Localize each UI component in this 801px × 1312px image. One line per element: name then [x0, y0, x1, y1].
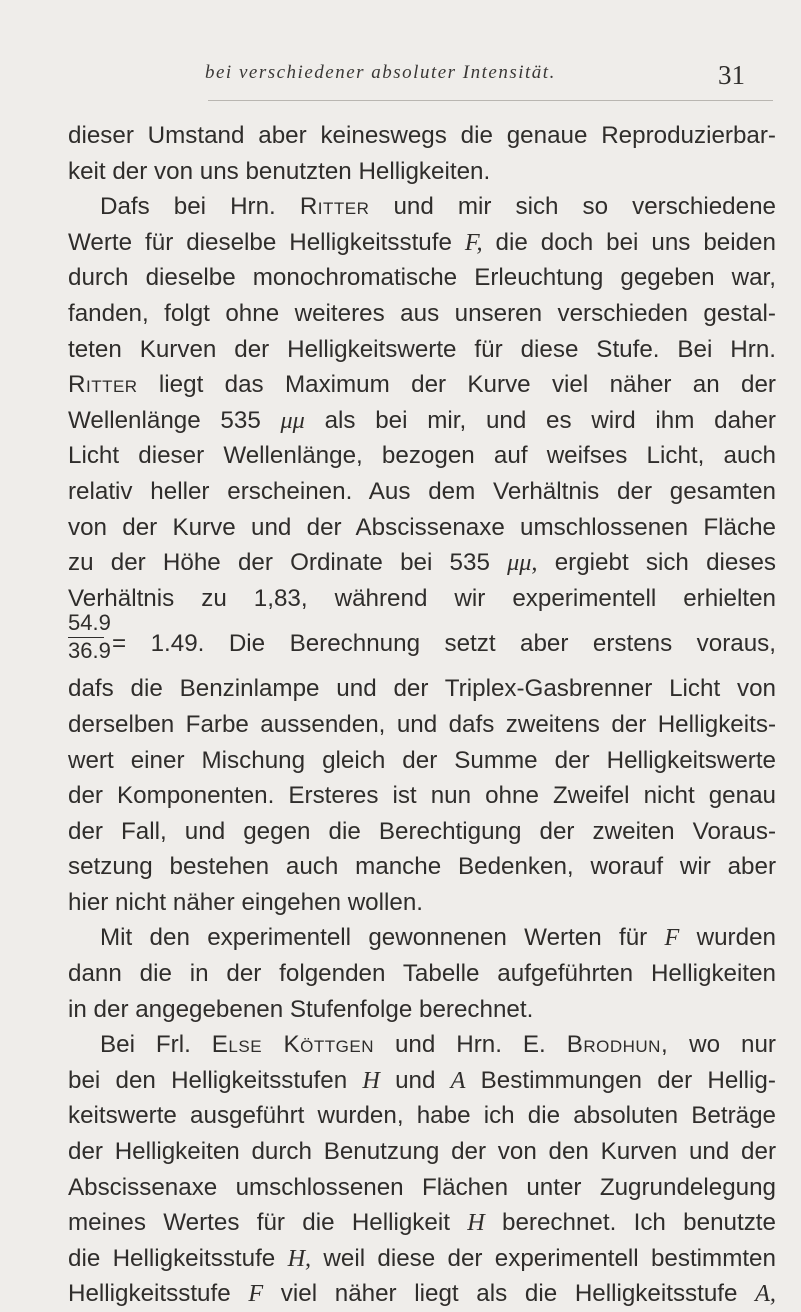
text-line: durch dieselbe monochromatische Erleuchtung gegeben war,: [68, 264, 776, 292]
text-line: teten Kurven der Helligkeitswerte für diese Stufe. Bei Hrn.: [68, 335, 776, 363]
math-variable: A: [450, 1066, 466, 1094]
fraction-line: [68, 610, 776, 671]
math-variable: H: [362, 1066, 380, 1094]
fraction-numerator: 54.9: [68, 610, 104, 638]
text-line: von der Kurve und der Abscissenaxe umschlossenen Fläche: [68, 513, 776, 541]
author-name: Ritter: [299, 193, 370, 221]
math-variable: A,: [755, 1280, 776, 1308]
text-line: dann die in der folgenden Tabelle aufgeführten Helligkeiten: [68, 960, 776, 988]
text-line: Ritter liegt das Maximum der Kurve viel näher an der: [68, 371, 776, 399]
text-line: fanden, folgt ohne weiteres aus unseren verschieden gestal-: [68, 299, 776, 327]
fraction-denominator: 36.9: [68, 638, 111, 664]
text-line: Wellenlänge 535 μμ als bei mir, und es wird ihm daher: [68, 406, 776, 434]
text-line: in der angegebenen Stufenfolge berechnet.: [68, 995, 534, 1023]
text-line: dieser Umstand aber keineswegs die genaue Reproduzierbar-: [68, 122, 776, 149]
text-line: keit der von uns benutzten Helligkeiten.: [68, 157, 491, 185]
body-text: [68, 118, 776, 1312]
text-line: relativ heller erscheinen. Aus dem Verhältnis der gesamten: [68, 477, 776, 505]
math-variable: F: [664, 924, 680, 952]
header-rule: [208, 100, 773, 101]
math-variable: F,: [464, 228, 483, 256]
author-name: Ritter: [68, 371, 138, 399]
text-line: wert einer Mischung gleich der Summe der Helligkeitswerte: [68, 746, 776, 774]
text-line: Dafs bei Hrn. Ritter und mir sich so verschiedene: [100, 193, 776, 221]
page-number: 31: [718, 60, 745, 90]
text-line: dafs die Benzinlampe und der Triplex-Gasbrenner Licht von: [68, 675, 776, 703]
text-line: Bei Frl. Else Köttgen und Hrn. E. Brodhun, wo nur: [100, 1031, 776, 1059]
fraction: [68, 610, 111, 664]
text-line: keitswerte ausgeführt wurden, habe ich die absoluten Beträge: [68, 1102, 776, 1130]
text-line: derselben Farbe aussenden, und dafs zweitens der Helligkeits-: [68, 710, 776, 738]
text-line: Licht dieser Wellenlänge, bezogen auf weifses Licht, auch: [68, 442, 776, 470]
text-line: meines Wertes für die Helligkeit H berechnet. Ich benutzte: [68, 1209, 776, 1237]
text-line: Mit den experimentell gewonnenen Werten für F wurden: [100, 924, 776, 952]
math-variable: F: [248, 1280, 264, 1308]
author-name: Brodhun,: [566, 1031, 669, 1059]
author-name: Else Köttgen: [211, 1031, 374, 1059]
text-line: die Helligkeitsstufe H, weil diese der experimentell bestimmten: [68, 1244, 776, 1272]
running-head: bei verschiedener absoluter Intensität.: [205, 62, 556, 83]
text-line: der Fall, und gegen die Berechtigung der zweiten Voraus-: [68, 817, 776, 845]
text-line: der Komponenten. Ersteres ist nun ohne Zweifel nicht genau: [68, 782, 776, 810]
text-line: setzung bestehen auch manche Bedenken, worauf wir aber: [68, 853, 776, 881]
text-line: zu der Höhe der Ordinate bei 535 μμ, ergiebt sich dieses: [68, 549, 776, 577]
math-variable: H: [467, 1209, 485, 1237]
text-line: Verhältnis zu 1,83, während wir experimentell erhielten: [68, 584, 776, 612]
text-line: bei den Helligkeitsstufen H und A Bestimmungen der Hellig-: [68, 1066, 776, 1094]
text-line: Werte für dieselbe Helligkeitsstufe F, die doch bei uns beiden: [68, 228, 776, 256]
math-variable: H,: [287, 1244, 312, 1272]
text-line: Helligkeitsstufe F viel näher liegt als die Helligkeitsstufe A,: [68, 1280, 776, 1308]
text-line: Abscissenaxe umschlossenen Flächen unter Zugrundelegung: [68, 1173, 776, 1201]
text-line: der Helligkeiten durch Benutzung der von den Kurven und der: [68, 1138, 776, 1166]
page-header: [0, 60, 801, 100]
text-line: hier nicht näher eingehen wollen.: [68, 888, 423, 916]
fraction-line-text: = 1.49. Die Berechnung setzt aber erstens voraus,: [112, 630, 776, 658]
unit: μμ,: [507, 549, 538, 577]
unit: μμ: [280, 406, 305, 434]
